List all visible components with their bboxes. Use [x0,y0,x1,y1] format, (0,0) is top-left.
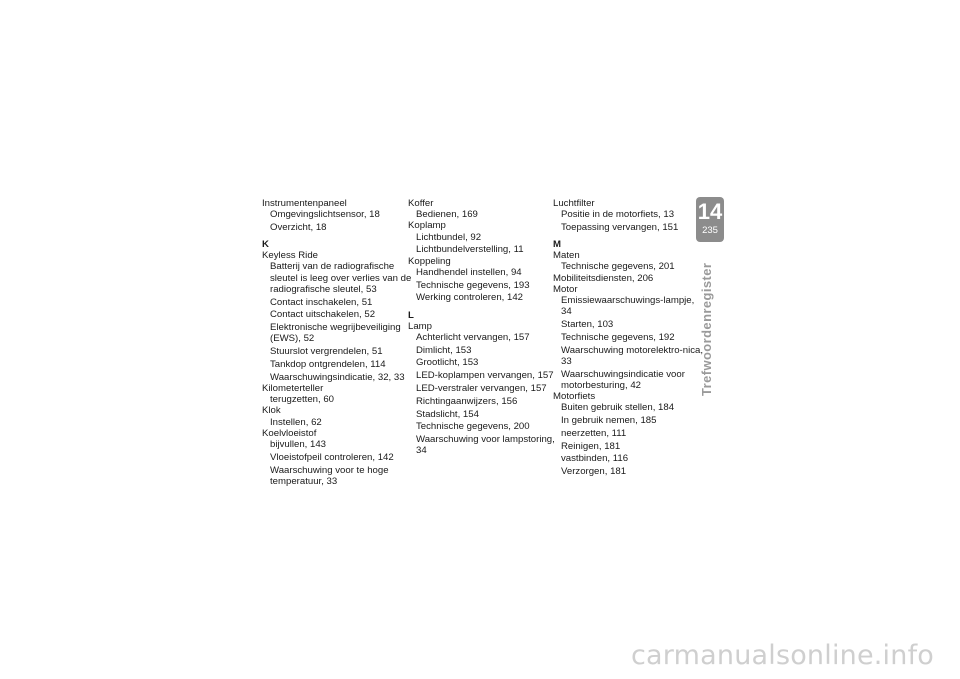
index-subentry: Batterij van de radiografische sleutel is leeg over verlies van de radiografische sleutel, 53 [270,261,412,295]
index-entry [262,428,412,487]
index-entry [553,250,703,272]
index-subentry: Waarschuwingsindicatie, 32, 33 [270,371,405,383]
index-subentry: Starten, 103 [561,319,614,331]
index-heading: Koplamp [408,220,446,232]
watermark: carmanualsonline.info [631,640,934,671]
index-subentry: Instellen, 62 [270,416,322,428]
index-subentry: LED-koplampen vervangen, 157 [416,370,554,382]
index-subentry: Verzorgen, 181 [561,466,627,478]
page-number: 235 [702,225,718,236]
section-title: Trefwoordenregister [699,262,714,396]
index-heading: Kilometerteller [262,383,324,394]
index-entry [262,405,412,427]
index-subentry: Technische gegevens, 193 [416,279,530,291]
index-subentry: Waarschuwing motorelektro-nica, 33 [561,344,704,367]
index-heading: Motorfiets [553,391,596,403]
index-subentry: Contact uitschakelen, 52 [270,309,376,321]
chapter-tab [696,197,724,242]
index-subentry: Emissiewaarschuwings-lampje, 34 [561,295,695,318]
index-subentry: Toepassing vervangen, 151 [561,222,679,233]
index-column-1 [262,198,412,487]
index-entry [408,220,558,255]
index-subentry: Omgevingslichtsensor, 18 [270,209,380,221]
index-subentry: Lichtbundelverstelling, 11 [416,244,524,256]
index-subentry: Vloeistofpeil controleren, 142 [270,451,394,463]
index-entry [408,256,558,304]
index-entry [262,198,412,233]
index-subentry: Richtingaanwijzers, 156 [416,395,518,407]
index-letter: M [553,239,561,251]
index-subentry: Werking controleren, 142 [416,292,524,304]
index-heading: Mobiliteitsdiensten, 206 [553,272,654,284]
index-heading: Keyless Ride [262,250,318,262]
index-subentry: Buiten gebruik stellen, 184 [561,402,675,414]
index-subentry: bijvullen, 143 [270,439,327,451]
index-heading: Maten [553,250,580,262]
index-entry [553,391,703,477]
index-heading: Motor [553,283,578,295]
index-subentry: Stadslicht, 154 [416,408,479,420]
index-subentry: Overzicht, 18 [270,222,327,233]
index-heading: Klok [262,405,281,417]
index-entry [553,284,703,391]
index-heading: Instrumentenpaneel [262,198,347,209]
index-subentry: neerzetten, 111 [561,427,627,439]
index-entry [408,198,558,220]
index-entry [408,321,558,457]
index-subentry: Bedienen, 169 [416,209,478,221]
index-heading: Koffer [408,198,434,209]
index-subentry: In gebruik nemen, 185 [561,415,657,427]
index-entry [262,383,412,405]
index-subentry: Waarschuwing voor lampstoring, 34 [416,434,555,457]
index-column-3 [553,198,703,477]
index-entry [553,198,703,233]
index-subentry: Elektronische wegrijbeveiliging (EWS), 52 [270,322,401,345]
index-subentry: Achterlicht vervangen, 157 [416,331,530,343]
index-subentry: Stuurslot vergrendelen, 51 [270,346,383,358]
index-subentry: Waarschuwing voor te hoge temperatuur, 33 [270,464,389,487]
index-subentry: Contact inschakelen, 51 [270,296,373,308]
index-entry [262,250,412,383]
index-subentry: Technische gegevens, 200 [416,421,530,433]
index-letter: K [262,239,269,251]
index-subentry: LED-verstraler vervangen, 157 [416,383,547,394]
index-subentry: Tankdop ontgrendelen, 114 [270,359,386,370]
index-heading: Lamp [408,320,432,332]
index-letter: L [408,309,414,321]
index-subentry: terugzetten, 60 [270,394,335,406]
index-heading: Luchtfilter [553,198,595,209]
index-subentry: Technische gegevens, 201 [561,261,675,273]
index-subentry: Waarschuwingsindicatie voor motorbesturing, 42 [561,368,685,391]
index-subentry: Handhendel instellen, 94 [416,266,522,278]
index-subentry: Lichtbundel, 92 [416,231,482,243]
index-subentry: vastbinden, 116 [561,453,629,465]
index-subentry: Positie in de motorfiets, 13 [561,209,675,221]
index-subentry: Technische gegevens, 192 [561,331,675,343]
index-heading: Koppeling [408,255,451,267]
chapter-number: 14 [697,199,723,224]
index-heading: Koelvloeistof [262,427,317,439]
index-subentry: Grootlicht, 153 [416,357,479,369]
index-column-2 [408,198,558,457]
index-subentry: Dimlicht, 153 [416,344,472,356]
index-entry [553,273,703,284]
index-subentry: Reinigen, 181 [561,440,621,452]
